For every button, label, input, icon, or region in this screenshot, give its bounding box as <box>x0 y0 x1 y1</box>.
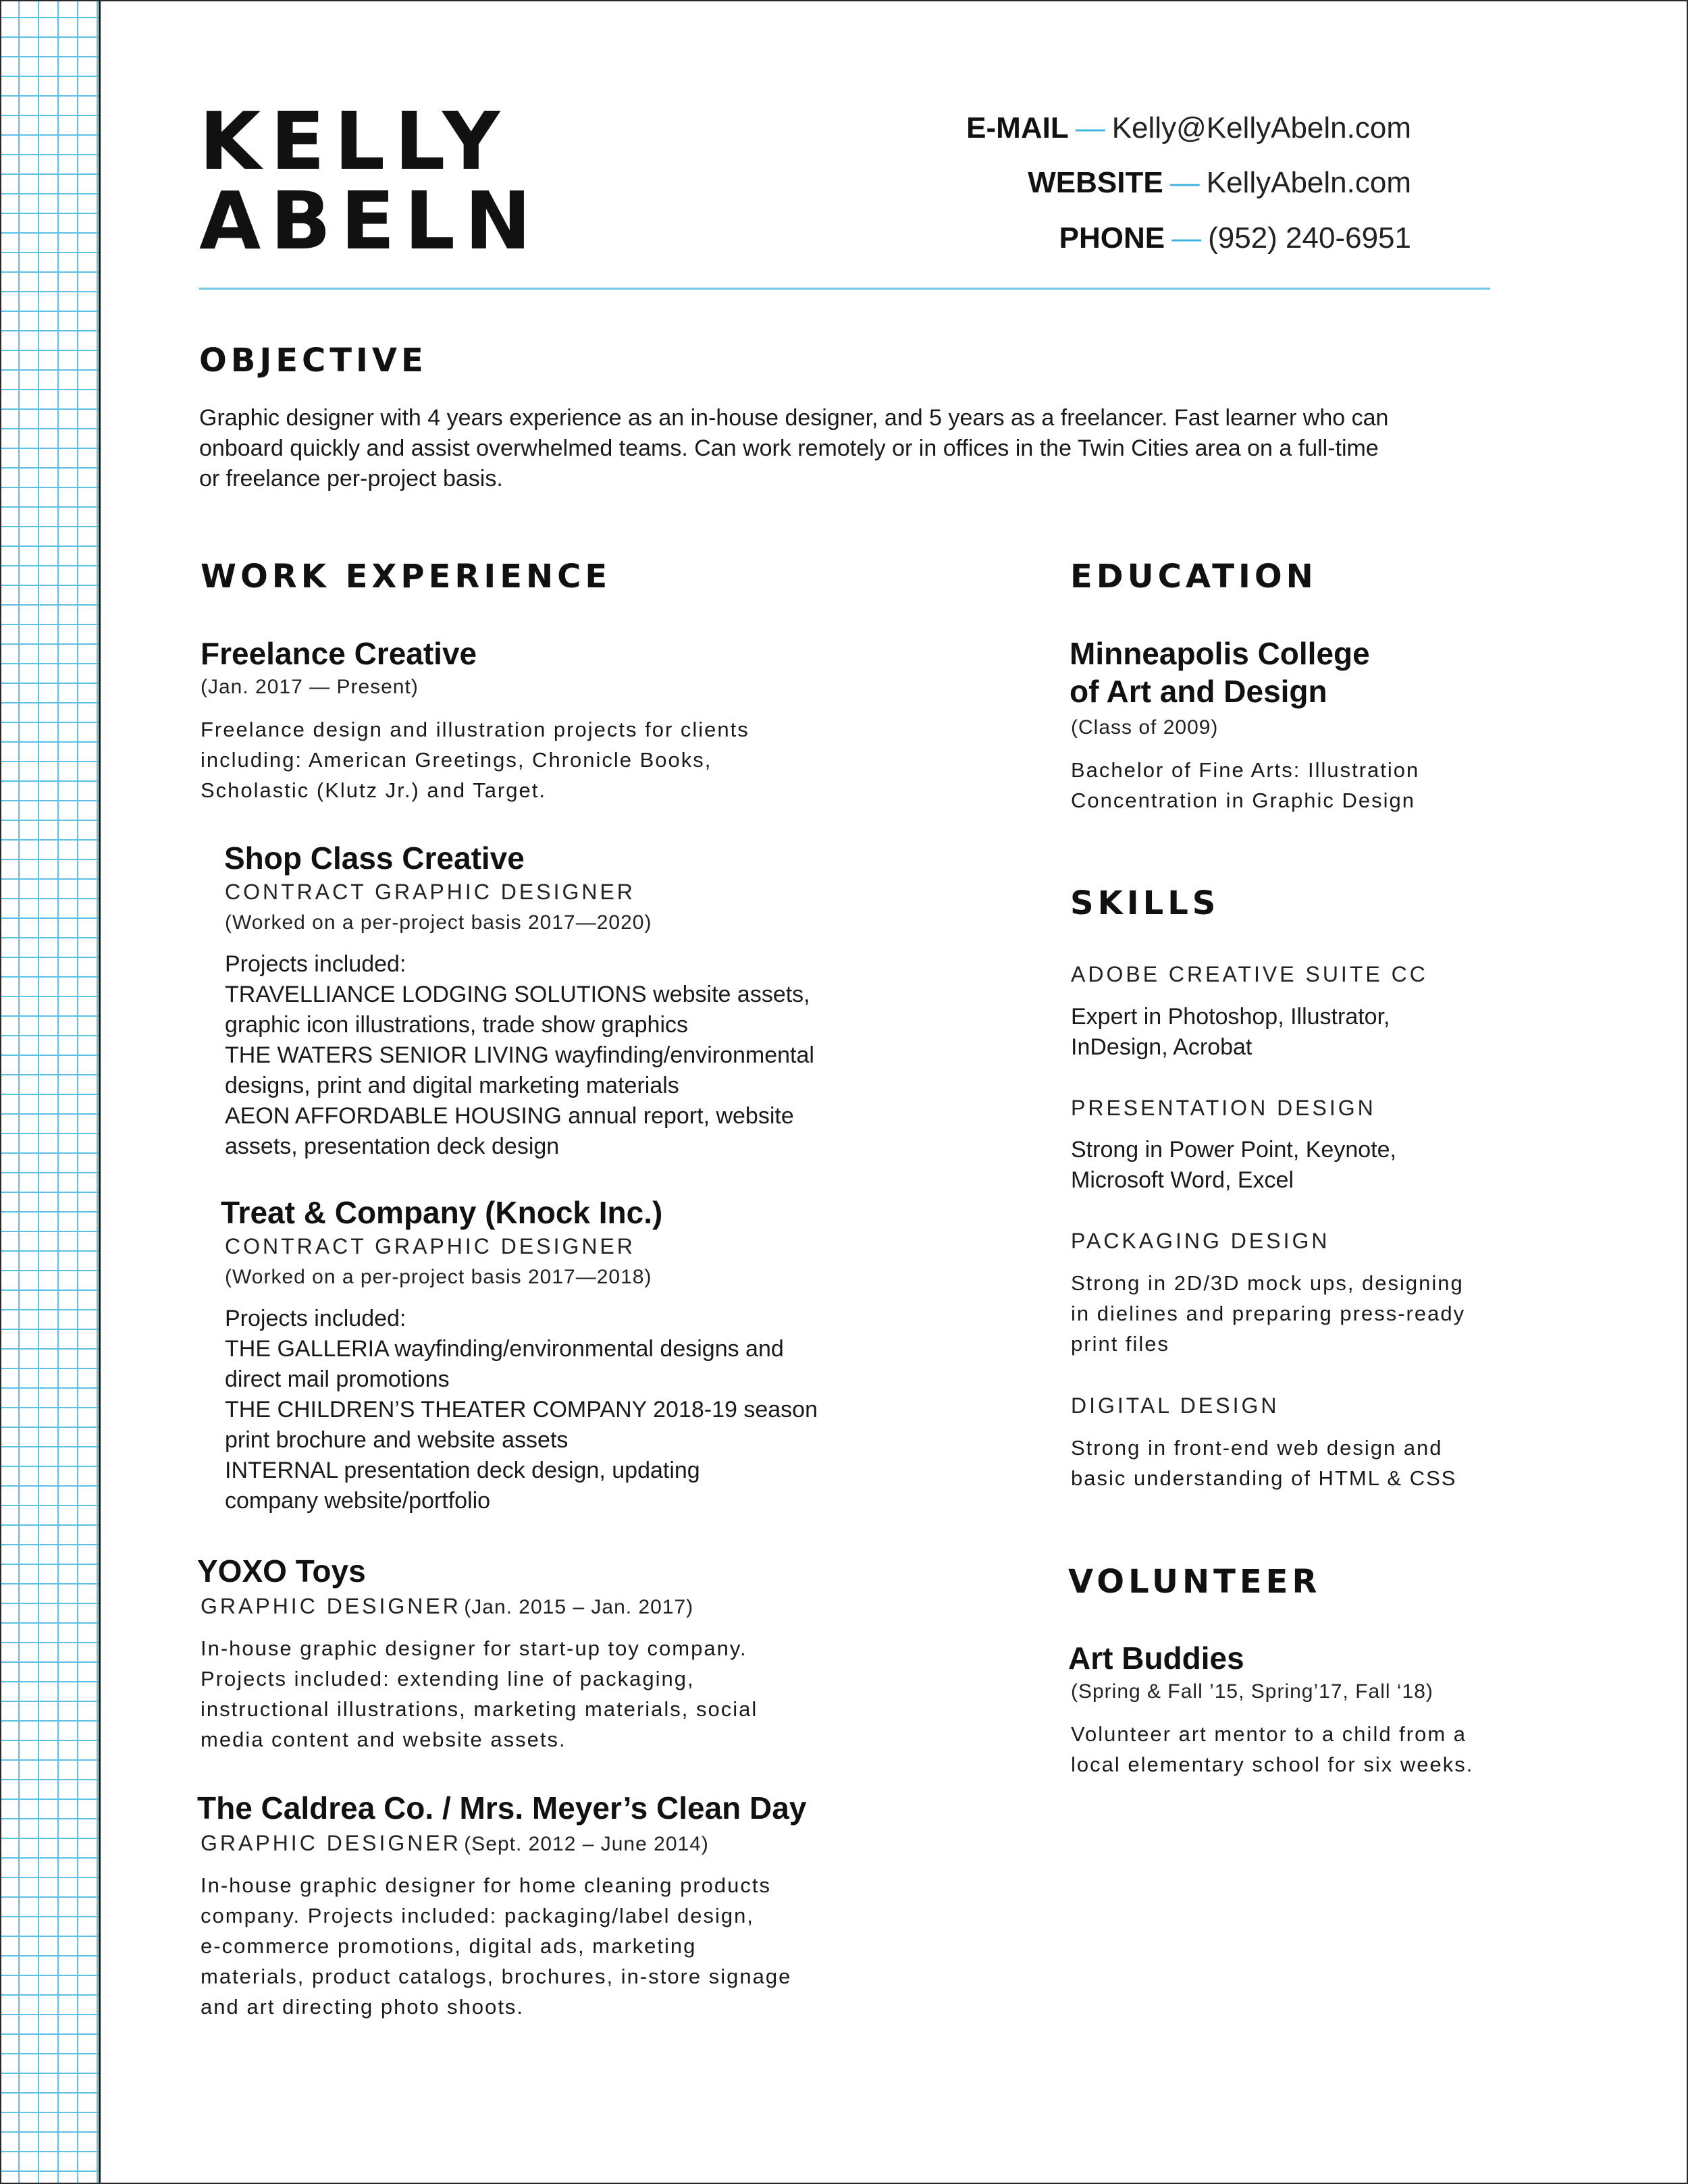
objective-line: Graphic designer with 4 years experience as an in-house designer, and 5 years as a freelancer. Fast learner who can <box>199 405 1389 431</box>
job-date: (Sept. 2012 – June 2014) <box>464 1833 709 1855</box>
description-line: Concentration in Graphic Design <box>1071 789 1416 812</box>
description-line: assets, presentation deck design <box>225 1134 560 1159</box>
job-role-line <box>201 1593 693 1621</box>
description-line: Microsoft Word, Excel <box>1071 1167 1294 1193</box>
contact-email <box>966 113 1411 143</box>
description-line: basic understanding of HTML & CSS <box>1071 1466 1457 1490</box>
job-title: The Caldrea Co. / Mrs. Meyer’s Clean Day <box>197 1790 807 1826</box>
description-line: Bachelor of Fine Arts: Illustration <box>1071 758 1420 782</box>
contact-phone <box>1059 223 1411 253</box>
skill-description <box>1071 1268 1465 1359</box>
description-line: Projects included: <box>225 951 406 977</box>
contact-label: E-MAIL <box>966 111 1069 144</box>
job-role-line <box>201 1830 709 1858</box>
volunteer-heading: VOLUNTEER <box>1068 1563 1321 1601</box>
skill-name: PRESENTATION DESIGN <box>1071 1096 1376 1120</box>
contact-dash: — <box>1171 221 1202 255</box>
description-line: TRAVELLIANCE LODGING SOLUTIONS website assets, <box>225 982 810 1007</box>
job-date: (Worked on a per-project basis 2017—2020) <box>225 911 652 934</box>
contact-dash: — <box>1075 111 1105 144</box>
education-date: (Class of 2009) <box>1071 716 1219 739</box>
objective-line: onboard quickly and assist overwhelmed teams. Can work remotely or in offices in the Twin Cities area on a full-time <box>199 435 1379 461</box>
skills-heading: SKILLS <box>1070 884 1220 922</box>
school-name <box>1070 635 1370 710</box>
job-title: Shop Class Creative <box>224 841 525 876</box>
job-date: (Jan. 2017 — Present) <box>201 676 419 698</box>
description-line: designs, print and digital marketing materials <box>225 1073 679 1098</box>
email-value[interactable]: Kelly@KellyAbeln.com <box>1111 111 1411 144</box>
education-heading: EDUCATION <box>1070 558 1317 595</box>
description-line: Scholastic (Klutz Jr.) and Target. <box>201 778 546 802</box>
school-name-line: Minneapolis College <box>1070 636 1370 671</box>
school-name-line: of Art and Design <box>1070 674 1327 709</box>
description-line: THE WATERS SENIOR LIVING wayfinding/environmental <box>225 1042 814 1068</box>
description-line: Strong in front-end web design and <box>1071 1436 1443 1460</box>
description-line: THE CHILDREN’S THEATER COMPANY 2018-19 season <box>225 1397 818 1422</box>
skill-name: ADOBE CREATIVE SUITE CC <box>1071 962 1428 986</box>
job-date: (Worked on a per-project basis 2017—2018) <box>225 1266 652 1288</box>
description-line: graphic icon illustrations, trade show graphics <box>225 1012 689 1038</box>
last-name: ABELN <box>199 174 541 267</box>
description-line: company. Projects included: packaging/label design, <box>201 1904 755 1927</box>
job-title: Treat & Company (Knock Inc.) <box>221 1195 663 1230</box>
job-description <box>225 1304 818 1516</box>
skill-name: DIGITAL DESIGN <box>1071 1393 1280 1418</box>
description-line: including: American Greetings, Chronicle Books, <box>201 748 712 772</box>
skill-description <box>1071 1433 1456 1493</box>
description-line: media content and website assets. <box>201 1728 566 1751</box>
job-title: YOXO Toys <box>197 1553 366 1589</box>
header-divider <box>199 288 1490 290</box>
contact-label: PHONE <box>1059 221 1165 255</box>
description-line: Strong in 2D/3D mock ups, designing <box>1071 1271 1464 1295</box>
volunteer-date: (Spring & Fall ’15, Spring’17, Fall ‘18) <box>1071 1680 1433 1703</box>
job-description <box>201 1870 791 2022</box>
job-description <box>201 1633 758 1755</box>
description-line: Freelance design and illustration projects for clients <box>201 718 749 741</box>
volunteer-title: Art Buddies <box>1068 1641 1244 1676</box>
contact-website <box>1028 168 1411 198</box>
description-line: local elementary school for six weeks. <box>1071 1753 1474 1776</box>
description-line: Projects included: extending line of packaging, <box>201 1667 695 1690</box>
description-line: materials, product catalogs, brochures, in-store signage <box>201 1965 792 1988</box>
objective-heading: OBJECTIVE <box>199 342 427 379</box>
description-line: In-house graphic designer for start-up toy company. <box>201 1636 747 1660</box>
description-line: and art directing photo shoots. <box>201 1995 525 2019</box>
skill-description <box>1071 1002 1390 1063</box>
first-name: KELLY <box>199 95 510 188</box>
description-line: e-commerce promotions, digital ads, marketing <box>201 1934 697 1958</box>
contact-label: WEBSITE <box>1028 166 1163 199</box>
skill-description <box>1071 1135 1396 1196</box>
work-experience-heading: WORK EXPERIENCE <box>201 558 612 595</box>
description-line: Volunteer art mentor to a child from a <box>1071 1722 1467 1746</box>
graph-paper-strip <box>1 1 101 2183</box>
description-line: company website/portfolio <box>225 1488 491 1514</box>
job-role: CONTRACT GRAPHIC DESIGNER <box>225 1234 635 1258</box>
description-line: Projects included: <box>225 1306 406 1331</box>
objective-text <box>199 403 1388 494</box>
description-line: direct mail promotions <box>225 1366 450 1392</box>
description-line: Strong in Power Point, Keynote, <box>1071 1137 1396 1163</box>
website-value[interactable]: KellyAbeln.com <box>1206 166 1411 199</box>
contact-dash: — <box>1169 166 1200 199</box>
volunteer-description <box>1071 1719 1473 1780</box>
job-role: CONTRACT GRAPHIC DESIGNER <box>225 880 635 904</box>
job-title: Freelance Creative <box>201 636 477 671</box>
description-line: Expert in Photoshop, Illustrator, <box>1071 1004 1390 1030</box>
job-role: GRAPHIC DESIGNER <box>201 1831 461 1855</box>
skill-name: PACKAGING DESIGN <box>1071 1229 1330 1253</box>
job-role: GRAPHIC DESIGNER <box>201 1594 461 1618</box>
education-description <box>1071 755 1419 816</box>
job-date: (Jan. 2015 – Jan. 2017) <box>464 1596 694 1618</box>
phone-value: (952) 240-6951 <box>1208 221 1411 255</box>
description-line: THE GALLERIA wayfinding/environmental designs and <box>225 1336 784 1362</box>
job-description <box>201 714 749 805</box>
description-line: print brochure and website assets <box>225 1427 569 1453</box>
description-line: in dielines and preparing press-ready <box>1071 1302 1466 1325</box>
description-line: INTERNAL presentation deck design, updating <box>225 1458 700 1483</box>
description-line: In-house graphic designer for home cleaning products <box>201 1873 772 1897</box>
description-line: instructional illustrations, marketing materials, social <box>201 1697 758 1721</box>
job-description <box>225 949 814 1162</box>
description-line: InDesign, Acrobat <box>1071 1034 1252 1060</box>
description-line: print files <box>1071 1332 1170 1356</box>
name-heading <box>199 95 541 267</box>
objective-line: or freelance per-project basis. <box>199 466 503 491</box>
description-line: AEON AFFORDABLE HOUSING annual report, website <box>225 1103 794 1129</box>
